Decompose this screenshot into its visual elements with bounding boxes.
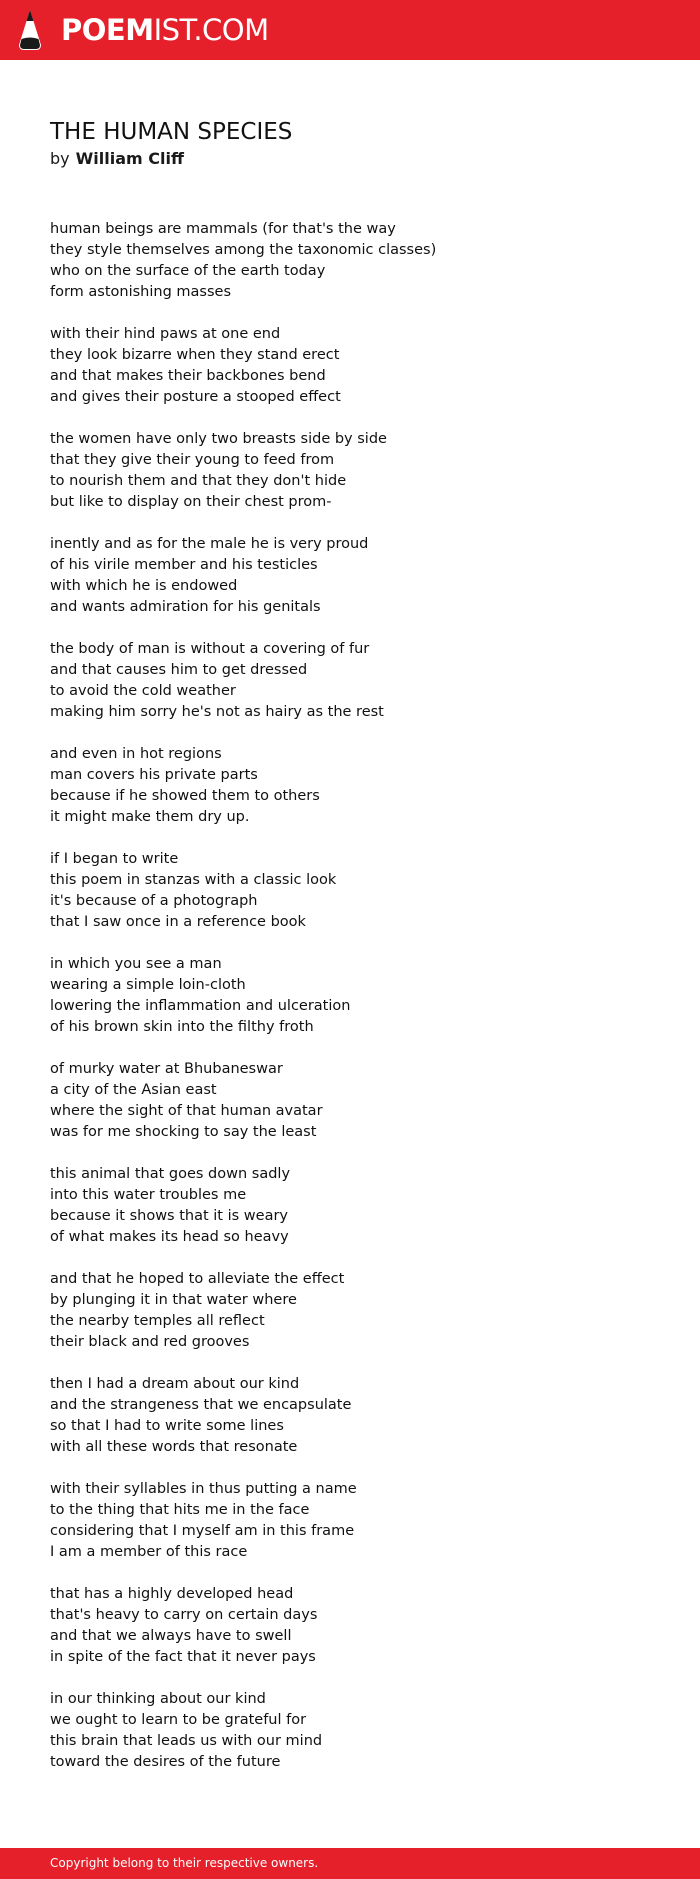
poem-line: making him sorry he's not as hairy as the rest bbox=[50, 704, 384, 720]
poem-line: lowering the inflammation and ulceration bbox=[50, 998, 351, 1014]
site-header bbox=[0, 0, 700, 60]
stanza bbox=[50, 1689, 650, 1773]
poem-line: to avoid the cold weather bbox=[50, 683, 236, 699]
poem-line: of what makes its head so heavy bbox=[50, 1229, 289, 1245]
poem-line: it's because of a photograph bbox=[50, 893, 258, 909]
stanza bbox=[50, 1584, 650, 1668]
poem-line: by plunging it in that water where bbox=[50, 1292, 297, 1308]
poem-line: that has a highly developed head bbox=[50, 1586, 294, 1602]
poem-line: because it shows that it is weary bbox=[50, 1208, 288, 1224]
stanza bbox=[50, 534, 650, 618]
poem-line: a city of the Asian east bbox=[50, 1082, 217, 1098]
poem-line: the nearby temples all reflect bbox=[50, 1313, 265, 1329]
poem-line: in our thinking about our kind bbox=[50, 1691, 266, 1707]
poem-line: and that he hoped to alleviate the effect bbox=[50, 1271, 345, 1287]
poem-title: THE HUMAN SPECIES bbox=[50, 119, 293, 145]
poem-line: that's heavy to carry on certain days bbox=[50, 1607, 318, 1623]
logo-bold-text: POEM bbox=[61, 13, 154, 47]
poem-line: they style themselves among the taxonomic classes) bbox=[50, 242, 437, 258]
poem-line: toward the desires of the future bbox=[50, 1754, 281, 1770]
stanza bbox=[50, 1374, 650, 1458]
stanza bbox=[50, 1059, 650, 1143]
poem-line: of murky water at Bhubaneswar bbox=[50, 1061, 283, 1077]
poem-line: who on the surface of the earth today bbox=[50, 263, 326, 279]
poem-line: and even in hot regions bbox=[50, 746, 222, 762]
byline bbox=[50, 148, 184, 170]
poem-line: that I saw once in a reference book bbox=[50, 914, 306, 930]
poem-line: form astonishing masses bbox=[50, 284, 232, 300]
stanza bbox=[50, 744, 650, 828]
poem-line: of his virile member and his testicles bbox=[50, 557, 318, 573]
poem-line: this brain that leads us with our mind bbox=[50, 1733, 323, 1749]
logo-light-text: IST.COM bbox=[153, 13, 269, 47]
poem-line: and the strangeness that we encapsulate bbox=[50, 1397, 352, 1413]
poem-line: of his brown skin into the filthy froth bbox=[50, 1019, 314, 1035]
poem-line: and that we always have to swell bbox=[50, 1628, 292, 1644]
stanza bbox=[50, 1479, 650, 1563]
poem-line: the body of man is without a covering of fur bbox=[50, 641, 370, 657]
poem-line: to the thing that hits me in the face bbox=[50, 1502, 310, 1518]
poem-line: and that causes him to get dressed bbox=[50, 662, 308, 678]
poem-line: if I began to write bbox=[50, 851, 179, 867]
poem-line: so that I had to write some lines bbox=[50, 1418, 284, 1434]
poem-line: in spite of the fact that it never pays bbox=[50, 1649, 316, 1665]
poem-line: man covers his private parts bbox=[50, 767, 258, 783]
poem-line: we ought to learn to be grateful for bbox=[50, 1712, 307, 1728]
poem-line: and that makes their backbones bend bbox=[50, 368, 326, 384]
poem-line: considering that I myself am in this frame bbox=[50, 1523, 355, 1539]
stanza bbox=[50, 1269, 650, 1353]
poem-line: wearing a simple loin-cloth bbox=[50, 977, 246, 993]
poem-line: then I had a dream about our kind bbox=[50, 1376, 300, 1392]
stanza bbox=[50, 1164, 650, 1248]
poem-body bbox=[50, 219, 650, 1794]
stanza bbox=[50, 219, 650, 303]
poem-line: that they give their young to feed from bbox=[50, 452, 335, 468]
author-name: William Cliff bbox=[75, 149, 184, 168]
poem-line: was for me shocking to say the least bbox=[50, 1124, 317, 1140]
site-logo[interactable] bbox=[61, 11, 269, 49]
poem-line: in which you see a man bbox=[50, 956, 222, 972]
stanza bbox=[50, 429, 650, 513]
copyright-text: Copyright belong to their respective owners. bbox=[50, 1856, 319, 1870]
poem-line: human beings are mammals (for that's the way bbox=[50, 221, 396, 237]
poem-line: because if he showed them to others bbox=[50, 788, 320, 804]
poem-line: inently and as for the male he is very proud bbox=[50, 536, 369, 552]
poem-line: this animal that goes down sadly bbox=[50, 1166, 291, 1182]
stanza bbox=[50, 849, 650, 933]
poem-line: their black and red grooves bbox=[50, 1334, 250, 1350]
poem-line: and wants admiration for his genitals bbox=[50, 599, 321, 615]
poem-line: and gives their posture a stooped effect bbox=[50, 389, 341, 405]
poem-line: with their hind paws at one end bbox=[50, 326, 281, 342]
poem-line: with their syllables in thus putting a name bbox=[50, 1481, 357, 1497]
stanza bbox=[50, 324, 650, 408]
poem-line: with which he is endowed bbox=[50, 578, 238, 594]
site-footer bbox=[0, 1848, 700, 1879]
poem-line: into this water troubles me bbox=[50, 1187, 247, 1203]
pencil-tip-icon[interactable] bbox=[18, 9, 42, 51]
stanza bbox=[50, 639, 650, 723]
poem-line: I am a member of this race bbox=[50, 1544, 248, 1560]
poem-line: where the sight of that human avatar bbox=[50, 1103, 323, 1119]
poem-line: they look bizarre when they stand erect bbox=[50, 347, 340, 363]
stanza bbox=[50, 954, 650, 1038]
by-label: by bbox=[50, 149, 70, 168]
poem-line: it might make them dry up. bbox=[50, 809, 250, 825]
poem-line: but like to display on their chest prom- bbox=[50, 494, 332, 510]
poem-line: with all these words that resonate bbox=[50, 1439, 298, 1455]
poem-line: this poem in stanzas with a classic look bbox=[50, 872, 337, 888]
poem-line: to nourish them and that they don't hide bbox=[50, 473, 347, 489]
poem-line: the women have only two breasts side by side bbox=[50, 431, 387, 447]
